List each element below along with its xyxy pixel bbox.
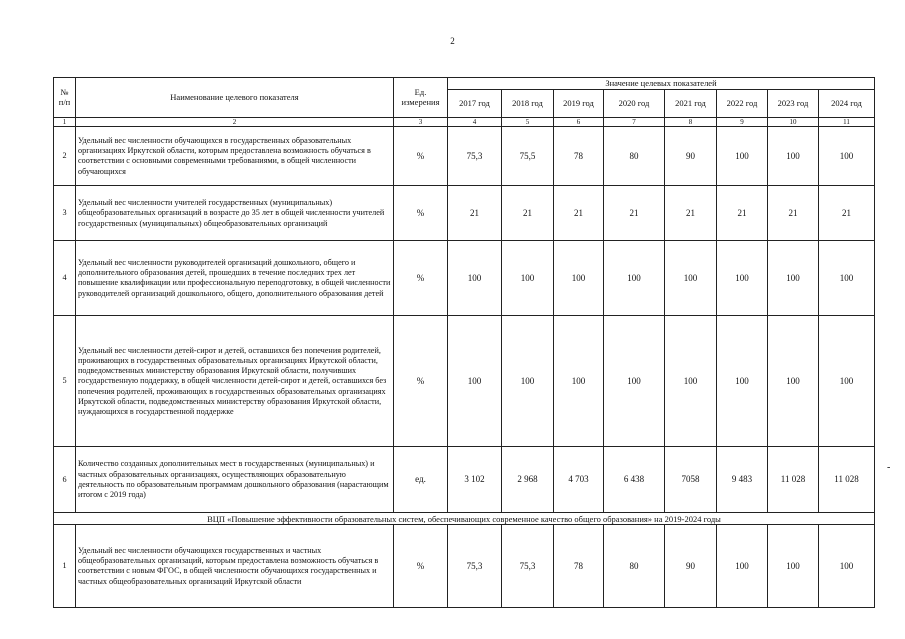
value-cell: 6 438 <box>604 447 665 513</box>
unit-cell: % <box>394 241 448 316</box>
column-number-row <box>54 117 875 127</box>
column-number: 8 <box>665 117 717 127</box>
value-cell: 100 <box>768 127 819 186</box>
value-cell: 75,3 <box>448 525 502 608</box>
value-cell: 100 <box>717 241 768 316</box>
value-cell: 75,5 <box>502 127 554 186</box>
row-number: 1 <box>54 525 76 608</box>
row-number: 4 <box>54 241 76 316</box>
value-cell: 21 <box>554 186 604 241</box>
value-cell: 100 <box>604 241 665 316</box>
section-title: ВЦП «Повышение эффективности образовательных систем, обеспечивающих современное качество общего образования» на 2019-2024 годы <box>54 513 875 525</box>
value-cell: 100 <box>717 127 768 186</box>
column-number: 5 <box>502 117 554 127</box>
column-number: 1 <box>54 117 76 127</box>
value-cell: 100 <box>768 525 819 608</box>
value-cell: 100 <box>554 316 604 447</box>
row-number: 2 <box>54 127 76 186</box>
unit-cell: % <box>394 525 448 608</box>
value-cell: 100 <box>768 241 819 316</box>
row-number: 5 <box>54 316 76 447</box>
header-year: 2017 год <box>448 89 502 117</box>
value-cell: 2 968 <box>502 447 554 513</box>
column-number: 10 <box>768 117 819 127</box>
section-row <box>54 513 875 525</box>
value-cell: 90 <box>665 127 717 186</box>
row-number: 3 <box>54 186 76 241</box>
value-cell: 4 703 <box>554 447 604 513</box>
header-year: 2023 год <box>768 89 819 117</box>
column-number: 9 <box>717 117 768 127</box>
column-number: 2 <box>76 117 394 127</box>
table-row <box>54 316 875 447</box>
column-number: 7 <box>604 117 665 127</box>
value-cell: 75,3 <box>502 525 554 608</box>
value-cell: 100 <box>604 316 665 447</box>
value-cell: 100 <box>502 316 554 447</box>
header-num: № п/п <box>54 78 76 118</box>
value-cell: 100 <box>665 316 717 447</box>
header-year: 2021 год <box>665 89 717 117</box>
value-cell: 100 <box>448 241 502 316</box>
table-row <box>54 525 875 608</box>
unit-cell: % <box>394 316 448 447</box>
column-number: 11 <box>819 117 875 127</box>
value-cell: 21 <box>448 186 502 241</box>
value-cell: 100 <box>717 316 768 447</box>
value-cell: 78 <box>554 525 604 608</box>
value-cell: 7058 <box>665 447 717 513</box>
value-cell: 80 <box>604 127 665 186</box>
column-number: 6 <box>554 117 604 127</box>
value-cell: 75,3 <box>448 127 502 186</box>
value-cell: 78 <box>554 127 604 186</box>
value-cell: 100 <box>448 316 502 447</box>
stray-mark: - <box>887 462 891 473</box>
value-cell: 21 <box>768 186 819 241</box>
value-cell: 21 <box>502 186 554 241</box>
column-number: 3 <box>394 117 448 127</box>
value-cell: 21 <box>717 186 768 241</box>
value-cell: 100 <box>717 525 768 608</box>
value-cell: 9 483 <box>717 447 768 513</box>
header-name: Наименование целевого показателя <box>76 78 394 118</box>
value-cell: 100 <box>768 316 819 447</box>
header-year: 2019 год <box>554 89 604 117</box>
indicator-name: Удельный вес численности обучающихся государственных и частных общеобразовательных организаций, которым предоставлена возможность обучаться в соответствии с новым ФГОС, в общей численности обучающихся государственных и частных общеобразовательных организаций Иркутской области <box>76 525 394 608</box>
value-cell: 100 <box>819 127 875 186</box>
indicator-name: Удельный вес численности руководителей организаций дошкольного, общего и дополнительного образования детей, прошедших в течение последних трех лет повышение квалификации или профессиональную переподготовку, в общей численности руководителей организаций дошкольного, общего, дополнительного образования детей <box>76 241 394 316</box>
header-year: 2022 год <box>717 89 768 117</box>
table-row <box>54 127 875 186</box>
column-number: 4 <box>448 117 502 127</box>
header-year: 2020 год <box>604 89 665 117</box>
unit-cell: % <box>394 127 448 186</box>
value-cell: 100 <box>819 316 875 447</box>
indicator-name: Удельный вес численности обучающихся в государственных образовательных организациях Иркутской области, которым предоставлена возможность обучаться в соответствии с основными современными требованиями, в общей численности обучающихся <box>76 127 394 186</box>
table-row <box>54 447 875 513</box>
value-cell: 100 <box>819 241 875 316</box>
header-values: Значение целевых показателей <box>448 78 875 90</box>
value-cell: 80 <box>604 525 665 608</box>
row-number: 6 <box>54 447 76 513</box>
value-cell: 3 102 <box>448 447 502 513</box>
value-cell: 21 <box>665 186 717 241</box>
indicator-name: Количество созданных дополнительных мест в государственных (муниципальных) и частных образовательных организациях, осуществляющих образовательную деятельность по образовательным программам дошкольного образования (нарастающим итогом с 2019 года) <box>76 447 394 513</box>
unit-cell: % <box>394 186 448 241</box>
header-year: 2018 год <box>502 89 554 117</box>
value-cell: 100 <box>665 241 717 316</box>
target-indicators-table <box>53 77 875 608</box>
indicator-name: Удельный вес численности детей-сирот и детей, оставшихся без попечения родителей, проживающих в государственных образовательных организациях Иркутской области, подведомственных министерству образования Иркутской области, получивших государственную поддержку, в общей численности детей-сирот и детей, оставшихся без попечения родителей, проживающих в государственных образовательных организациях Иркутской области, подведомственных министерству образования Иркутской области, нуждающихся в государственной поддержке <box>76 316 394 447</box>
value-cell: 100 <box>502 241 554 316</box>
value-cell: 11 028 <box>768 447 819 513</box>
value-cell: 11 028 <box>819 447 875 513</box>
value-cell: 21 <box>604 186 665 241</box>
table-row <box>54 241 875 316</box>
page-number: 2 <box>450 36 455 46</box>
value-cell: 100 <box>819 525 875 608</box>
indicator-name: Удельный вес численности учителей государственных (муниципальных) общеобразовательных организаций в возрасте до 35 лет в общей численности учителей государственных (муниципальных) общеобразовательных организаций <box>76 186 394 241</box>
unit-cell: ед. <box>394 447 448 513</box>
header-year: 2024 год <box>819 89 875 117</box>
table-row <box>54 186 875 241</box>
value-cell: 90 <box>665 525 717 608</box>
value-cell: 100 <box>554 241 604 316</box>
header-unit: Ед. измерения <box>394 78 448 118</box>
value-cell: 21 <box>819 186 875 241</box>
